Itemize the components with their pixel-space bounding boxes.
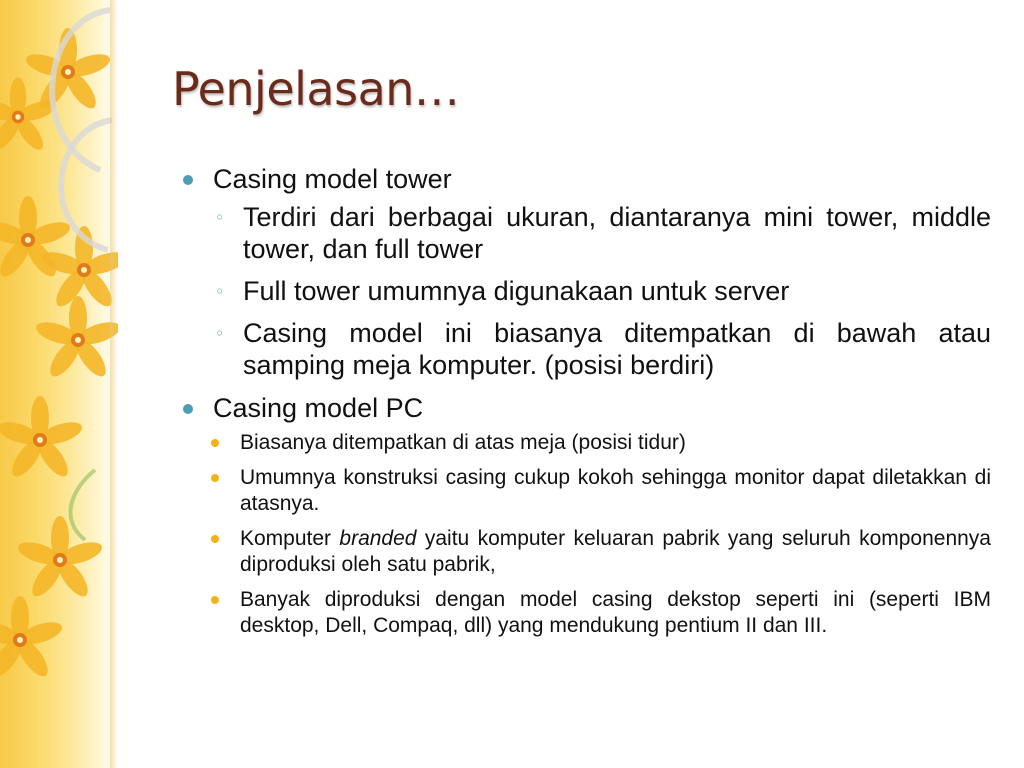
strip-edge [110, 0, 118, 768]
ring-bullet-icon: ◦ [215, 208, 225, 227]
sub-bullet-text-suffix: yaitu komputer keluaran pabrik yang seluruh komponennya diproduksi oleh satu pabrik, [240, 527, 991, 576]
floral-side-strip [0, 0, 118, 768]
emphasis-branded: branded [339, 527, 417, 550]
gold-dot-icon [211, 535, 219, 543]
sub-bullet-text: Biasanya ditempatkan di atas meja (posisi tidur) [240, 431, 686, 454]
sub-bullet-text: Full tower umumnya digunakaan untuk server [243, 276, 790, 306]
sub-bullet [183, 587, 991, 639]
sub-bullet [183, 317, 991, 381]
bullet-dot-icon [183, 175, 193, 185]
bullet-text: Casing model tower [213, 164, 452, 194]
sub-bullet [183, 275, 991, 307]
bullet-casing-pc [183, 391, 991, 426]
sub-bullet [183, 430, 991, 456]
ring-bullet-icon: ◦ [215, 324, 225, 343]
slide-content [183, 162, 991, 648]
sub-bullet-text-prefix: Komputer [240, 527, 340, 550]
sub-bullet-text: Umumnya konstruksi casing cukup kokoh sehingga monitor dapat diletakkan di atasnya. [240, 466, 991, 515]
sub-bullet-text: Casing model ini biasanya ditempatkan di bawah atau samping meja komputer. (posisi berdiri) [243, 318, 991, 380]
flower-pattern-icon [0, 0, 118, 768]
ring-bullet-icon: ◦ [215, 282, 225, 301]
gold-dot-icon [211, 474, 219, 482]
bullet-casing-tower [183, 162, 991, 197]
sub-bullet-text: Banyak diproduksi dengan model casing dekstop seperti ini (seperti IBM desktop, Dell, Compaq, dll) yang mendukung pentium II dan III. [240, 588, 991, 637]
gold-dot-icon [211, 596, 219, 604]
slide-title: Penjelasan… [172, 62, 460, 116]
sub-bullet [183, 201, 991, 265]
sub-bullet [183, 526, 991, 578]
sub-bullet-text: Terdiri dari berbagai ukuran, diantaranya mini tower, middle tower, dan full tower [243, 202, 991, 264]
bullet-text: Casing model PC [213, 393, 424, 423]
sub-bullet [183, 465, 991, 517]
gold-dot-icon [211, 439, 219, 447]
bullet-dot-icon [183, 404, 193, 414]
